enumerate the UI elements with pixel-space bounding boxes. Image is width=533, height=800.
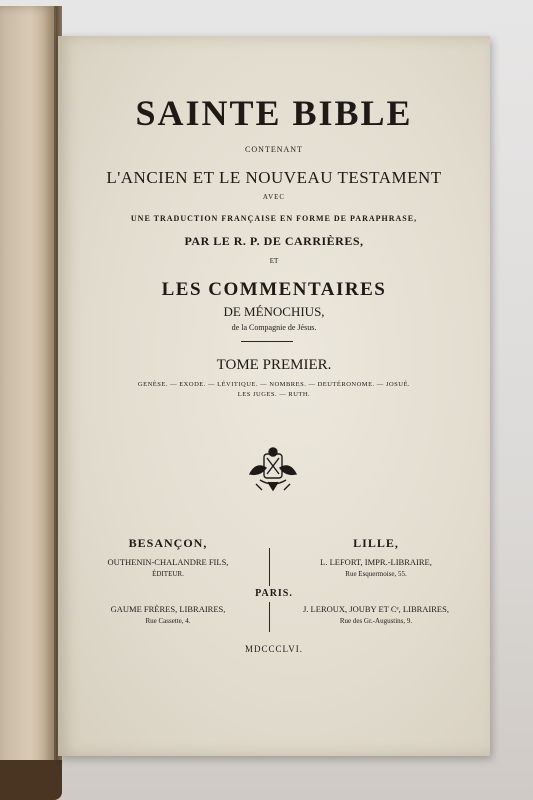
commentaires-heading: LES COMMENTAIRES [161, 279, 387, 300]
commentator-name: DE MÉNOCHIUS, [223, 304, 325, 319]
books-list-line-1: GENÈSE. — EXODE. — LÉVITIQUE. — NOMBRES. — DEUTÉRONOME. — JOSUÉ. [137, 381, 411, 388]
city-besancon: BESANÇON, [128, 536, 208, 550]
title-page [58, 36, 490, 756]
compagnie-text: de la Compagnie de Jésus. [231, 323, 317, 332]
publisher-lefort: L. LEFORT, IMPR.-LIBRAIRE, [320, 557, 432, 567]
publisher-role: ÉDITEUR. [152, 570, 184, 578]
imprint-besancon [68, 536, 268, 578]
imprint-gaume [68, 604, 268, 625]
address-augustins: Rue des Gr.-Augustins, 9. [339, 617, 413, 625]
avec-text: AVEC [262, 193, 286, 201]
address-lille: Rue Esquermoise, 55. [345, 570, 407, 578]
imprint-divider-top [269, 548, 270, 586]
book-spine [0, 760, 62, 800]
contenant-text: CONTENANT [245, 145, 303, 154]
imprint-leroux [276, 604, 476, 625]
publication-date: MDCCCLVI. [245, 644, 303, 654]
title-rule [241, 341, 293, 342]
imprint-lille [276, 536, 476, 578]
publisher-leroux: J. LEROUX, JOUBY ET Cᵉ, LIBRAIRES, [303, 604, 449, 614]
address-cassette: Rue Cassette, 4. [145, 617, 191, 625]
city-paris: PARIS. [255, 588, 293, 599]
printer-device-icon [246, 444, 300, 492]
book-title: SAINTE BIBLE [135, 93, 413, 133]
books-list-line-2: LES JUGES. — RUTH. [237, 391, 311, 398]
volume-title: TOME PREMIER. [216, 357, 332, 373]
publisher-outhenin: OUTHENIN-CHALANDRE FILS, [107, 557, 229, 567]
translation-text: UNE TRADUCTION FRANÇAISE EN FORME DE PARAPHRASE, [130, 214, 418, 223]
testament-text: L'ANCIEN ET LE NOUVEAU TESTAMENT [106, 168, 442, 187]
author-line: PAR LE R. P. DE CARRIÈRES, [184, 234, 364, 248]
city-lille: LILLE, [353, 536, 399, 550]
et-text: ET [269, 257, 279, 265]
book-cover-left [0, 6, 56, 788]
imprint-divider-bottom [269, 602, 270, 632]
publisher-gaume: GAUME FRÈRES, LIBRAIRES, [110, 604, 226, 614]
